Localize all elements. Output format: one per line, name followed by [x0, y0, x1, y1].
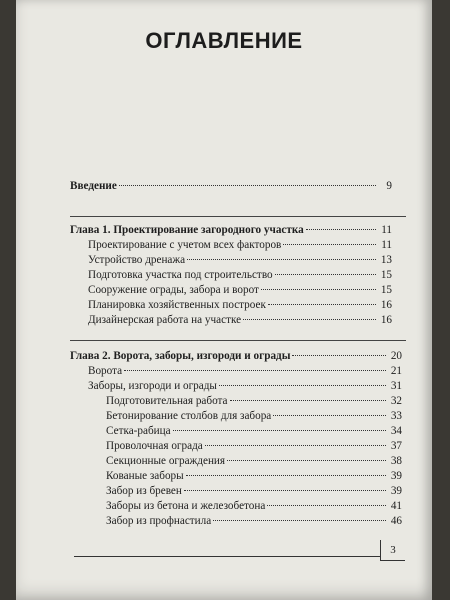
toc-leader [275, 273, 376, 275]
toc-entry-label: Подготовка участка под строительство [88, 269, 273, 281]
toc-entry-page: 34 [390, 425, 402, 437]
toc-entry-page: 38 [390, 455, 402, 467]
toc-entry-page: 15 [380, 269, 392, 281]
toc-entry[interactable] [106, 425, 402, 437]
toc-entry-label: Глава 2. Ворота, заборы, изгороди и ограды [70, 350, 291, 362]
toc-entry[interactable] [88, 269, 392, 281]
toc-leader [306, 228, 376, 230]
toc-entry-label: Кованые заборы [106, 470, 184, 482]
toc-entry[interactable] [106, 470, 402, 482]
toc-leader [267, 504, 386, 506]
toc-entry[interactable] [106, 395, 402, 407]
toc-entry-label: Сетка-рабица [106, 425, 171, 437]
toc-entry-label: Подготовительная работа [106, 395, 228, 407]
toc-entry-label: Проектирование с учетом всех факторов [88, 239, 282, 251]
toc-leader [227, 459, 386, 461]
toc-leader [186, 474, 386, 476]
toc-entry-page: 46 [390, 515, 402, 527]
toc-entry[interactable] [88, 380, 402, 392]
toc-entry-page: 20 [390, 350, 402, 362]
toc-leader [268, 303, 376, 305]
toc-entry-label: Дизайнерская работа на участке [88, 314, 242, 326]
toc-entry-label: Бетонирование столбов для забора [106, 410, 272, 422]
toc-entry-page: 21 [390, 365, 402, 377]
toc-entry[interactable] [88, 239, 392, 251]
toc-entry[interactable] [106, 440, 402, 452]
toc-entry-page: 13 [380, 254, 392, 266]
toc-entry-label: Введение [70, 180, 117, 192]
page-title: ОГЛАВЛЕНИЕ [145, 28, 303, 53]
toc-leader [243, 318, 376, 320]
toc-entry-label: Сооружение ограды, забора и ворот [88, 284, 259, 296]
toc-entry-page: 15 [380, 284, 392, 296]
divider [70, 340, 406, 341]
toc-leader [213, 519, 386, 521]
toc-entry-page: 33 [390, 410, 402, 422]
toc-entry-page: 41 [390, 500, 402, 512]
toc-entry[interactable] [88, 365, 402, 377]
toc-entry-chapter-2[interactable] [70, 350, 402, 362]
divider [70, 216, 406, 217]
toc-leader [292, 354, 386, 356]
toc-entry-label: Устройство дренажа [88, 254, 186, 266]
toc-entry-label: Планировка хозяйственных построек [88, 299, 266, 311]
toc-entry-label: Секционные ограждения [106, 455, 226, 467]
page-number: 3 [380, 540, 405, 561]
toc-entry[interactable] [106, 515, 402, 527]
toc-entry-page: 32 [390, 395, 402, 407]
toc-entry-intro[interactable] [70, 180, 392, 192]
toc-entry-label: Забор из бревен [106, 485, 182, 497]
toc-entry[interactable] [88, 314, 392, 326]
toc-entry-label: Глава 1. Проектирование загородного участка [70, 224, 304, 236]
toc-entry-page: 37 [390, 440, 402, 452]
toc-entry[interactable] [88, 299, 392, 311]
toc-entry[interactable] [106, 410, 402, 422]
toc-entry-label: Проволочная ограда [106, 440, 203, 452]
toc-entry-page: 11 [381, 224, 392, 236]
toc-leader [184, 489, 386, 491]
toc-entry-chapter-1[interactable] [70, 224, 392, 236]
toc-entry[interactable] [88, 284, 392, 296]
toc-leader [124, 369, 386, 371]
toc-leader [273, 414, 386, 416]
toc-leader [230, 399, 386, 401]
footer-rule [74, 556, 380, 557]
toc-leader [173, 429, 386, 431]
book-page [16, 0, 432, 600]
toc-entry-page: 16 [380, 299, 392, 311]
toc-entry[interactable] [106, 455, 402, 467]
toc-leader [283, 243, 376, 245]
toc-entry-label: Заборы из бетона и железобетона [106, 500, 266, 512]
toc-entry-page: 11 [381, 239, 392, 251]
toc-entry-label: Ворота [88, 365, 123, 377]
toc-leader [219, 384, 386, 386]
toc-entry-label: Заборы, изгороди и ограды [88, 380, 217, 392]
toc-leader [119, 184, 376, 186]
toc-entry-page: 31 [390, 380, 402, 392]
toc-entry[interactable] [106, 500, 402, 512]
toc-entry-page: 16 [380, 314, 392, 326]
toc-entry[interactable] [88, 254, 392, 266]
toc-entry-label: Забор из профнастила [106, 515, 212, 527]
toc-leader [205, 444, 386, 446]
toc-entry-page: 9 [386, 180, 392, 192]
toc-leader [187, 258, 376, 260]
toc-entry-page: 39 [390, 485, 402, 497]
toc-entry-page: 39 [390, 470, 402, 482]
toc-entry[interactable] [106, 485, 402, 497]
toc-leader [261, 288, 376, 290]
